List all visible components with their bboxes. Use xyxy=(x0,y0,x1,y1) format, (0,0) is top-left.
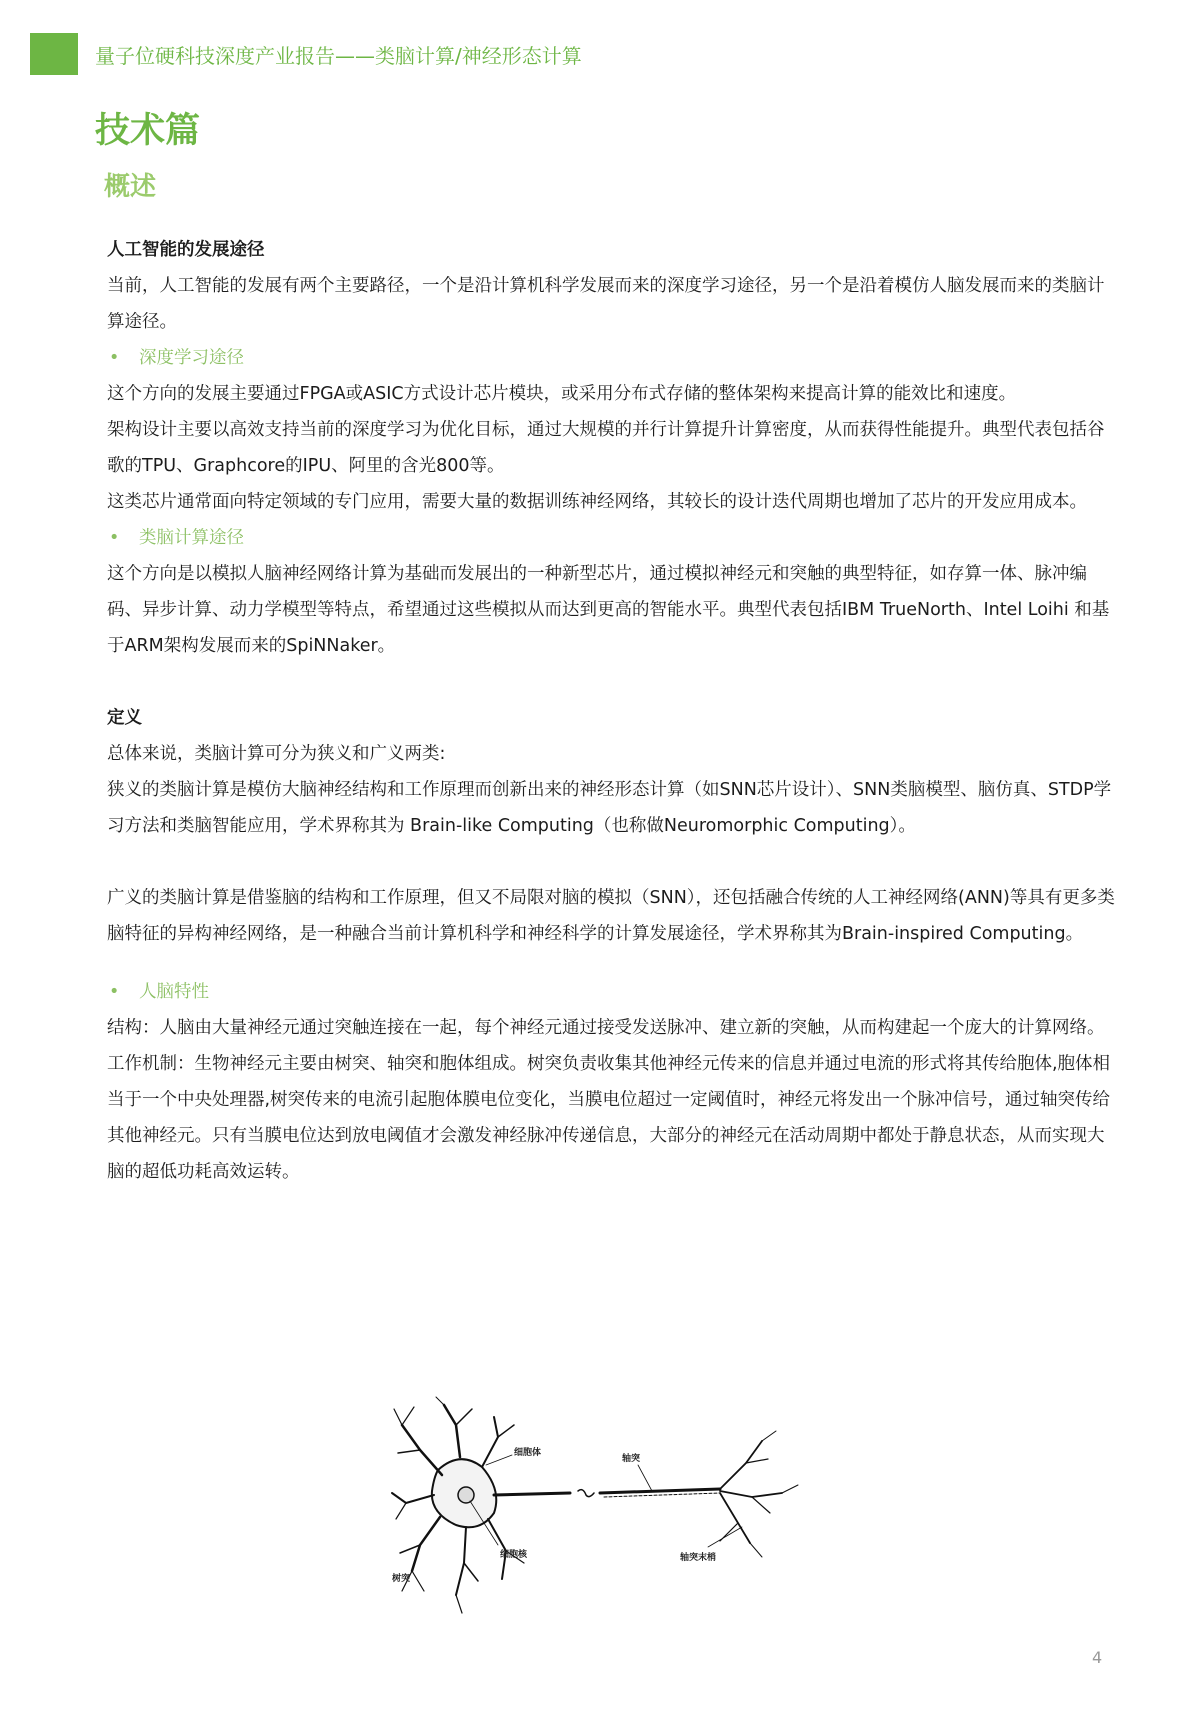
definition-paragraph-1: 总体来说，类脑计算可分为狭义和广义两类: xyxy=(107,744,446,764)
section-title: 概述 xyxy=(104,172,157,202)
bullet-label: 深度学习途径 xyxy=(139,348,244,368)
paths-intro: 当前，人工智能的发展有两个主要路径，一个是沿计算机科学发展而来的深度学习途径，另一个是沿着模仿人脑发展而来的类脑计算途径。 xyxy=(107,276,1105,332)
bullet-label: 人脑特性 xyxy=(139,982,209,1002)
definition-paragraph-3: 广义的类脑计算是借鉴脑的结构和工作原理，但又不局限对脑的模拟（SNN），还包括融合传统的人工神经网络(ANN)等具有更多类脑特征的异构神经网络，是一种融合当前计算机科学和神经科学的计算发展途径，学术界称其为Brain-inspired Computing。 xyxy=(107,888,1115,944)
label-nucleus: 细胞核 xyxy=(500,1550,528,1560)
label-axon: 轴突 xyxy=(622,1454,641,1464)
bullet-label: 类脑计算途径 xyxy=(139,528,244,548)
label-soma: 细胞体 xyxy=(514,1448,542,1458)
neuron-illustration xyxy=(390,1395,810,1625)
label-dendrite: 树突 xyxy=(392,1574,411,1584)
brain-like-paragraph: 这个方向是以模拟人脑神经网络计算为基础而发展出的一种新型芯片，通过模拟神经元和突触的典型特征，如存算一体、脉冲编码、异步计算、动力学模型等特点，希望通过这些模拟从而达到更高的智能水平。典型代表包括IBM TrueNorth、Intel Loihi 和基于ARM架构发展而来的SpiNNaker。 xyxy=(107,564,1110,656)
deep-learning-paragraph-1: 这个方向的发展主要通过FPGA或ASIC方式设计芯片模块，或采用分布式存储的整体架构来提高计算的能效比和速度。 xyxy=(107,384,1017,404)
label-axon-terminal: 轴突末梢 xyxy=(680,1553,717,1563)
definition-heading: 定义 xyxy=(107,708,142,728)
bullet-deep-learning xyxy=(107,340,1117,376)
deep-learning-paragraph-2: 架构设计主要以高效支持当前的深度学习为优化目标，通过大规模的并行计算提升计算密度，从而获得性能提升。典型代表包括谷歌的TPU、Graphcore的IPU、阿里的含光800等。 xyxy=(107,420,1105,476)
bullet-dot-icon: • xyxy=(109,982,120,1002)
bullet-brain-features xyxy=(107,974,1117,1010)
header-accent-bar xyxy=(30,33,78,75)
report-header-title: 量子位硬科技深度产业报告——类脑计算/神经形态计算 xyxy=(95,44,582,68)
page-title: 技术篇 xyxy=(95,111,201,151)
neuron-diagram xyxy=(390,1395,810,1625)
bullet-dot-icon: • xyxy=(109,528,120,548)
main-content xyxy=(107,232,1117,1190)
bullet-brain-like xyxy=(107,520,1117,556)
definition-paragraph-2: 狭义的类脑计算是模仿大脑神经结构和工作原理而创新出来的神经形态计算（如SNN芯片设计）、SNN类脑模型、脑仿真、STDP学习方法和类脑智能应用，学术界称其为 Brain-like Computing（也称做Neuromorphic Computing）。 xyxy=(107,780,1112,836)
page-number: 4 xyxy=(1092,1648,1103,1667)
brain-structure-paragraph: 结构：人脑由大量神经元通过突触连接在一起，每个神经元通过接受发送脉冲、建立新的突触，从而构建起一个庞大的计算网络。 xyxy=(107,1018,1105,1038)
brain-mechanism-paragraph: 工作机制：生物神经元主要由树突、轴突和胞体组成。树突负责收集其他神经元传来的信息并通过电流的形式将其传给胞体,胞体相当于一个中央处理器,树突传来的电流引起胞体膜电位变化，当膜电位超过一定阈值时，神经元将发出一个脉冲信号，通过轴突传给其他神经元。只有当膜电位达到放电阈值才会激发神经脉冲传递信息，大部分的神经元在活动周期中都处于静息状态，从而实现大脑的超低功耗高效运转。 xyxy=(107,1054,1111,1182)
bullet-dot-icon: • xyxy=(109,348,120,368)
deep-learning-paragraph-3: 这类芯片通常面向特定领域的专门应用，需要大量的数据训练神经网络，其较长的设计迭代周期也增加了芯片的开发应用成本。 xyxy=(107,492,1087,512)
paths-heading: 人工智能的发展途径 xyxy=(107,240,265,260)
